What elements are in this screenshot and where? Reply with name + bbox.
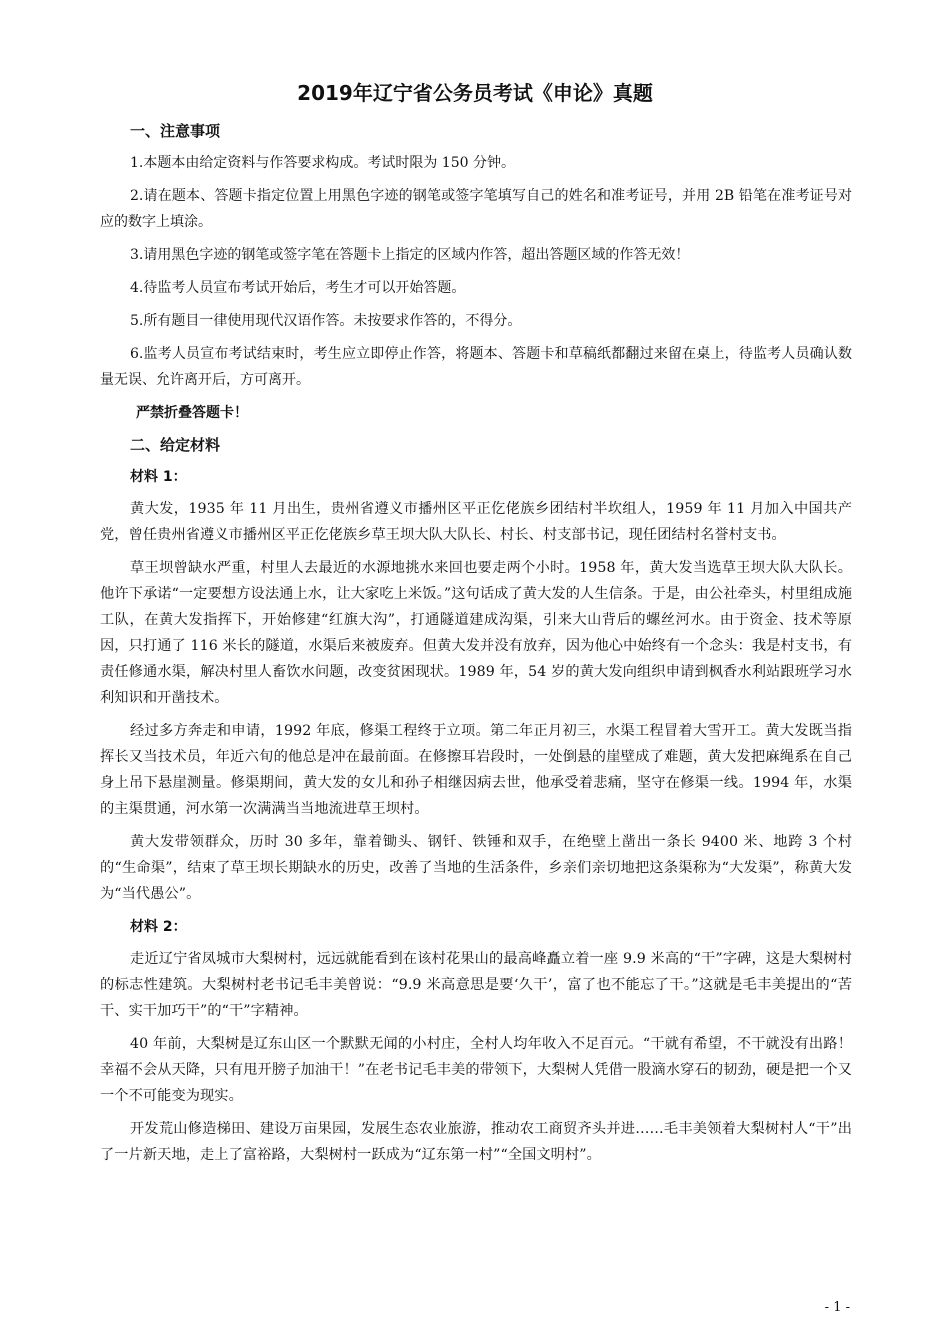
page-number: - 1 - xyxy=(824,1300,850,1315)
material-1-paragraph: 黄大发带领群众，历时 30 多年，靠着锄头、钢钎、铁锤和双手，在绝壁上凿出一条长 9400 米、地跨 3 个村的“生命渠”，结束了草王坝长期缺水的历史，改善了当地的生活条件，乡亲们亲切地把这条渠称为“大发渠”，称黄大发为“当代愚公”。 xyxy=(100,834,852,902)
material-1-label: 材料 1： xyxy=(130,469,187,485)
document-body xyxy=(100,118,852,1175)
notice-item: 4.待监考人员宣布考试开始后，考生才可以开始答题。 xyxy=(130,280,466,296)
material-1-paragraph: 草王坝曾缺水严重，村里人去最近的水源地挑水来回也要走两个小时。1958 年，黄大发当选草王坝大队大队长。他许下承诺“一定要想方设法通上水，让大家吃上米饭。”这句话成了黄大发的人生信条。于是，由公社牵头，村里组成施工队，在黄大发指挥下，开始修建“红旗大沟”，打通隧道建成沟渠，引来大山背后的螺丝河水。由于资金、技术等原因，只打通了 116 米长的隧道，水渠后来被废弃。但黄大发并没有放弃，因为他心中始终有一个念头：我是村支书，有责任修通水渠，解决村里人畜饮水问题，改变贫困现状。1989 年，54 岁的黄大发向组织申请到枫香水利站跟班学习水利知识和开凿技术。 xyxy=(100,560,852,706)
material-1-paragraph: 经过多方奔走和申请，1992 年底，修渠工程终于立项。第二年正月初三，水渠工程冒着大雪开工。黄大发既当指挥长又当技术员，年近六旬的他总是冲在最前面。在修擦耳岩段时，一处倒悬的崖壁成了难题，黄大发把麻绳系在自己身上吊下悬崖测量。修渠期间，黄大发的女儿和孙子相继因病去世，他承受着悲痛，坚守在修渠一线。1994 年，水渠的主渠贯通，河水第一次满满当当地流进草王坝村。 xyxy=(100,723,852,817)
section-heading-materials: 二、给定材料 xyxy=(130,436,221,454)
section-heading-notes: 一、注意事项 xyxy=(130,122,221,140)
notice-item: 1.本题本由给定资料与作答要求构成。考试时限为 150 分钟。 xyxy=(130,155,515,171)
notice-item: 5.所有题目一律使用现代汉语作答。未按要求作答的，不得分。 xyxy=(130,313,522,329)
material-2-paragraph: 开发荒山修造梯田、建设万亩果园，发展生态农业旅游，推动农工商贸齐头并进……毛丰美领着大梨树村人“干”出了一片新天地，走上了富裕路，大梨树村一跃成为“辽东第一村”“全国文明村”。 xyxy=(100,1121,852,1163)
notice-item: 3.请用黑色字迹的钢笔或签字笔在答题卡上指定的区域内作答，超出答题区域的作答无效！ xyxy=(130,247,690,263)
material-1-paragraph: 黄大发，1935 年 11 月出生，贵州省遵义市播州区平正仡佬族乡团结村半坎组人，1959 年 11 月加入中国共产党，曾任贵州省遵义市播州区平正仡佬族乡草王坝大队大队长、村长、村支部书记，现任团结村名誉村支书。 xyxy=(100,501,852,543)
warning-text: 严禁折叠答题卡！ xyxy=(136,405,248,421)
document-title: 2019年辽宁省公务员考试《申论》真题 xyxy=(297,81,653,105)
material-2-label: 材料 2： xyxy=(130,919,187,935)
notice-item: 6.监考人员宣布考试结束时，考生应立即停止作答，将题本、答题卡和草稿纸都翻过来留在桌上，待监考人员确认数量无误、允许离开后，方可离开。 xyxy=(100,346,852,388)
notice-item: 2.请在题本、答题卡指定位置上用黑色字迹的钢笔或签字笔填写自己的姓名和准考证号，并用 2B 铅笔在准考证号对应的数字上填涂。 xyxy=(100,188,852,230)
material-2-paragraph: 走近辽宁省凤城市大梨树村，远远就能看到在该村花果山的最高峰矗立着一座 9.9 米高的“干”字碑，这是大梨树村的标志性建筑。大梨树村老书记毛丰美曾说：“9.9 米高意思是要‘久干’，富了也不能忘了干。”这就是毛丰美提出的“苦干、实干加巧干”的“干”字精神。 xyxy=(100,951,852,1019)
material-2-paragraph: 40 年前，大梨树是辽东山区一个默默无闻的小村庄，全村人均年收入不足百元。“干就有希望，不干就没有出路！幸福不会从天降，只有甩开膀子加油干！”在老书记毛丰美的带领下，大梨树人凭借一股滴水穿石的韧劲，硬是把一个又一个不可能变为现实。 xyxy=(100,1036,852,1104)
